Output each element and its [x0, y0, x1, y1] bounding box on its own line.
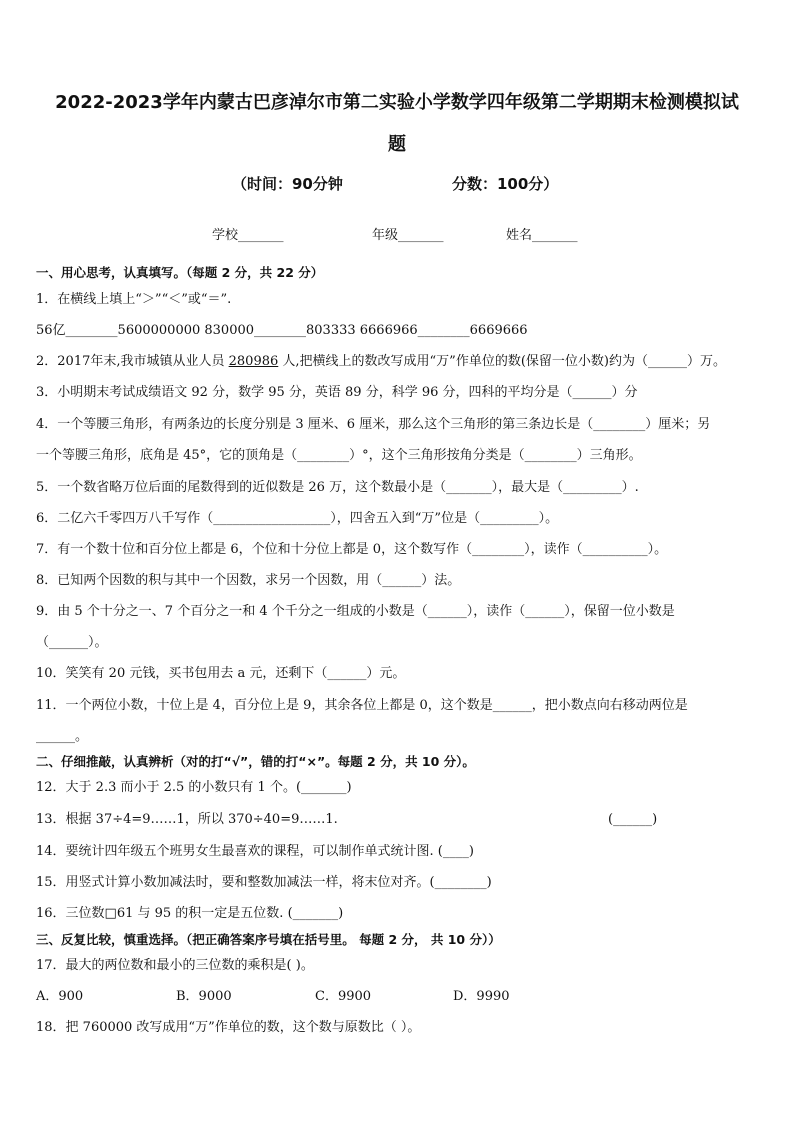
- option-c: C．9900: [315, 989, 372, 1004]
- exam-title-line1: 2022-2023学年内蒙古巴彦淖尔市第二实验小学数学四年级第二学期期末检测模拟试: [55, 92, 739, 113]
- option-d: D．9990: [453, 989, 510, 1004]
- question-1: 1．在横线上填上“＞”“＜”或“＝”.: [36, 292, 232, 307]
- question-15: 15．用竖式计算小数加减法时，要和整数加减法一样，将末位对齐。(________): [36, 875, 492, 890]
- option-a: A．900: [36, 989, 84, 1004]
- option-b: B．9000: [176, 989, 232, 1004]
- school-field: 学校_______: [212, 228, 284, 243]
- question-7: 7．有一个数十位和百分位上都是 6，个位和十分位上都是 0，这个数写作（________），读作（__________）。: [36, 542, 668, 557]
- question-9-line1: 9．由 5 个十分之一、7 个百分之一和 4 个千分之一组成的小数是（______），读作（______），保留一位小数是: [36, 604, 675, 619]
- question-5: 5．一个数省略万位后面的尾数得到的近似数是 26 万，这个数最小是（_______），最大是（_________）.: [36, 480, 639, 495]
- question-12: 12．大于 2.3 而小于 2.5 的小数只有 1 个。(_______): [36, 780, 352, 795]
- question-10: 10．笑笑有 20 元钱，买书包用去 a 元，还剩下（______）元。: [36, 666, 406, 681]
- question-11-line2: ______。: [36, 729, 89, 744]
- question-6: 6．二亿六千零四万八千写作（__________________），四舍五入到“万”位是（_________）。: [36, 511, 559, 526]
- question-4-line2: 一个等腰三角形，底角是 45°，它的顶角是（________）°，这个三角形按角分类是（________）三角形。: [36, 448, 642, 463]
- section-1-heading: 一、用心思考，认真填写。（每题 2 分，共 22 分）: [36, 265, 324, 280]
- exam-title-line2: 题: [388, 134, 406, 155]
- total-score: 分数：100分）: [452, 175, 559, 193]
- question-1-row: 56亿________5600000000 830000________803333 6666966________6669666: [36, 323, 528, 338]
- question-16: 16．三位数□61 与 95 的积一定是五位数. (_______): [36, 906, 344, 921]
- question-4-line1: 4．一个等腰三角形，有两条边的长度分别是 3 厘米、6 厘米，那么这个三角形的第三条边长是（________）厘米；另: [36, 417, 711, 432]
- question-9-line2: （______）。: [36, 635, 108, 650]
- question-13-blank: (______): [608, 812, 658, 827]
- question-2-part-b: 人,把横线上的数改写成用“万”作单位的数(保留一位小数)约为（______）万。: [278, 354, 726, 369]
- section-2-heading: 二、仔细推敲，认真辨析（对的打“√”，错的打“×”。每题 2 分，共 10 分）。: [36, 754, 475, 769]
- question-11-line1: 11．一个两位小数，十位上是 4，百分位上是 9，其余各位上都是 0，这个数是______，把小数点向右移动两位是: [36, 698, 688, 713]
- question-2: [36, 353, 766, 371]
- question-2-number: 280986: [228, 354, 279, 369]
- question-17: 17．最大的两位数和最小的三位数的乘积是( )。: [36, 958, 314, 973]
- question-2-part-a: 2．2017年末,我市城镇从业人员: [36, 354, 229, 369]
- question-14: 14．要统计四年级五个班男女生最喜欢的课程，可以制作单式统计图. (____): [36, 844, 474, 859]
- time-limit: （时间：90分钟: [232, 175, 343, 193]
- question-13: [36, 811, 766, 829]
- question-18: 18．把 760000 改写成用“万”作单位的数，这个数与原数比（ ）。: [36, 1020, 421, 1035]
- grade-field: 年级_______: [372, 228, 444, 243]
- name-field: 姓名_______: [506, 228, 578, 243]
- question-3: 3．小明期末考试成绩语文 92 分，数学 95 分，英语 89 分，科学 96 分，四科的平均分是（______）分: [36, 385, 638, 400]
- question-13-text: 13．根据 37÷4=9……1，所以 370÷40=9……1.: [36, 812, 338, 827]
- section-3-heading: 三、反复比较，慎重选择。（把正确答案序号填在括号里。 每题 2 分， 共 10 分））: [36, 932, 501, 947]
- question-8: 8．已知两个因数的积与其中一个因数，求另一个因数，用（______）法。: [36, 573, 461, 588]
